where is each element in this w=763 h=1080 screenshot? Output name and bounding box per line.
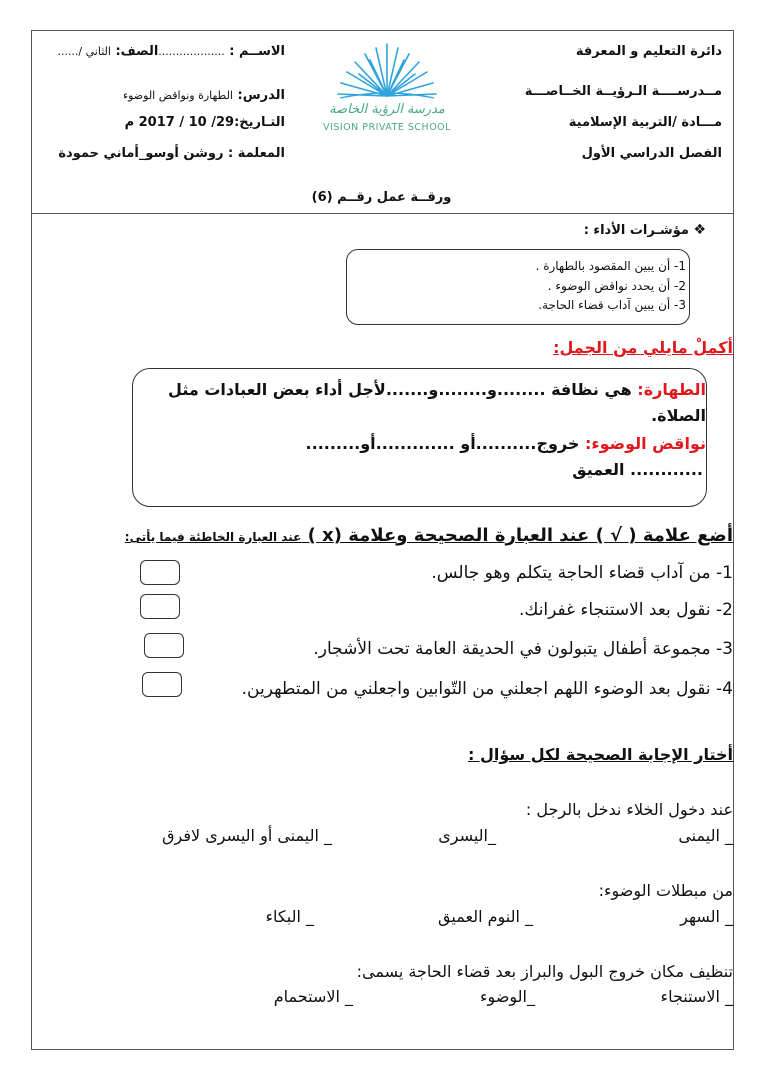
mc-option[interactable]: _ الاستنجاء bbox=[660, 987, 733, 1006]
truefalse-section-title bbox=[125, 525, 733, 546]
mc-option[interactable]: _ اليمنى bbox=[678, 826, 733, 845]
mc-question: عند دخول الخلاء ندخل بالرجل : bbox=[525, 800, 733, 819]
nullifiers-term: نواقض الوضوء: bbox=[585, 434, 706, 453]
indicator-item: 2- أن يحدد نواقض الوضوء . bbox=[547, 279, 686, 293]
name-blank[interactable]: ................... bbox=[158, 45, 225, 58]
answer-box[interactable] bbox=[142, 672, 182, 697]
definition-purity bbox=[168, 380, 706, 399]
grade-value: الثاني /...... bbox=[57, 45, 111, 58]
mc-option[interactable]: _ النوم العميق bbox=[438, 907, 533, 926]
purity-term: الطهارة: bbox=[637, 380, 706, 399]
student-name-line bbox=[57, 44, 285, 59]
lesson-value: الطهارة ونواقض الوضوء bbox=[122, 89, 233, 102]
mc-option[interactable]: _اليسرى bbox=[438, 826, 496, 845]
term: الفصل الدراسي الأول bbox=[581, 146, 722, 161]
lesson-line bbox=[123, 88, 285, 103]
teacher-label: المعلمة : bbox=[227, 146, 285, 161]
school-logo bbox=[312, 38, 462, 138]
teacher-value: روشن أوسو_أماني حمودة bbox=[58, 146, 224, 161]
header-divider bbox=[31, 213, 734, 214]
indicator-item: 1- أن يبين المقصود بالطهارة . bbox=[535, 259, 686, 273]
choose-section-title: أختار الإجابة الصحيحة لكل سؤال : bbox=[468, 745, 733, 764]
worksheet-title: ورقــة عمل رقــم (6) bbox=[311, 190, 452, 205]
complete-section-title: أكملْ مايلي من الجمل: bbox=[553, 338, 733, 357]
teacher-line bbox=[58, 146, 285, 161]
purity-text: هي نظافة ........و........و.......لأجل أداء بعض العبادات مثل bbox=[168, 380, 638, 399]
truefalse-title-small: عند العبارة الخاطئة فيما يأتى: bbox=[124, 530, 302, 544]
logo-english-text: VISION PRIVATE SCHOOL bbox=[323, 122, 451, 133]
truefalse-item: 1- من آداب قضاء الحاجة يتكلم وهو جالس. bbox=[431, 563, 733, 583]
grade-label: الصف: bbox=[115, 44, 159, 59]
truefalse-title-main: أضع علامة ( √ ) عند العبارة الصحيحة وعلامة (x ) bbox=[301, 525, 733, 546]
indicators-title: مؤشـرات الأداء : bbox=[583, 223, 689, 238]
school-name: مــدرســــة الـرؤيــة الخــاصـــة bbox=[524, 84, 722, 99]
lesson-label: الدرس: bbox=[237, 88, 285, 103]
truefalse-item: 2- نقول بعد الاستنجاء غفرانك. bbox=[518, 600, 733, 620]
mc-question: من مبطلات الوضوء: bbox=[598, 881, 733, 900]
mc-question: تنظيف مكان خروج البول والبراز بعد قضاء الحاجة يسمى: bbox=[356, 962, 733, 981]
indicators-heading bbox=[584, 222, 706, 238]
indicator-item: 3- أن يبين آداب قضاء الحاجة. bbox=[538, 298, 686, 312]
truefalse-item: 4- نقول بعد الوضوء اللهم اجعلني من التّوابين واجعلني من المتطهرين. bbox=[241, 679, 733, 699]
answer-box[interactable] bbox=[140, 594, 180, 619]
answer-box[interactable] bbox=[140, 560, 180, 585]
mc-option[interactable]: _الوضوء bbox=[480, 987, 535, 1006]
dept-name: دائرة التعليم و المعرفة bbox=[575, 44, 722, 59]
mc-option[interactable]: _ السهر bbox=[680, 907, 733, 926]
date-value: 29/ 10 / 2017 م bbox=[124, 115, 235, 130]
date-line bbox=[125, 115, 285, 130]
truefalse-item: 3- مجموعة أطفال يتبولون في الحديقة العامة تحت الأشجار. bbox=[313, 639, 733, 659]
mc-option[interactable]: _ الاستحمام bbox=[273, 987, 353, 1006]
logo-arabic-text: مدرسة الرؤية الخاصة bbox=[329, 102, 445, 117]
definition-purity-cont: الصلاة. bbox=[651, 406, 706, 425]
date-label: التـاريخ: bbox=[234, 115, 285, 130]
subject: مـــادة /التربية الإسلامية bbox=[568, 115, 722, 130]
mc-option[interactable]: _ اليمنى أو اليسرى لافرق bbox=[162, 826, 332, 845]
definition-nullifiers bbox=[306, 434, 706, 453]
mc-option[interactable]: _ البكاء bbox=[265, 907, 314, 926]
definition-nullifiers-cont: ............ العميق bbox=[572, 460, 703, 479]
answer-box[interactable] bbox=[144, 633, 184, 658]
name-label: الاســم : bbox=[229, 44, 285, 59]
nullifiers-text: خروج..........أو .............أو......... bbox=[305, 434, 585, 453]
diamond-bullet-icon: ❖ bbox=[693, 222, 706, 238]
